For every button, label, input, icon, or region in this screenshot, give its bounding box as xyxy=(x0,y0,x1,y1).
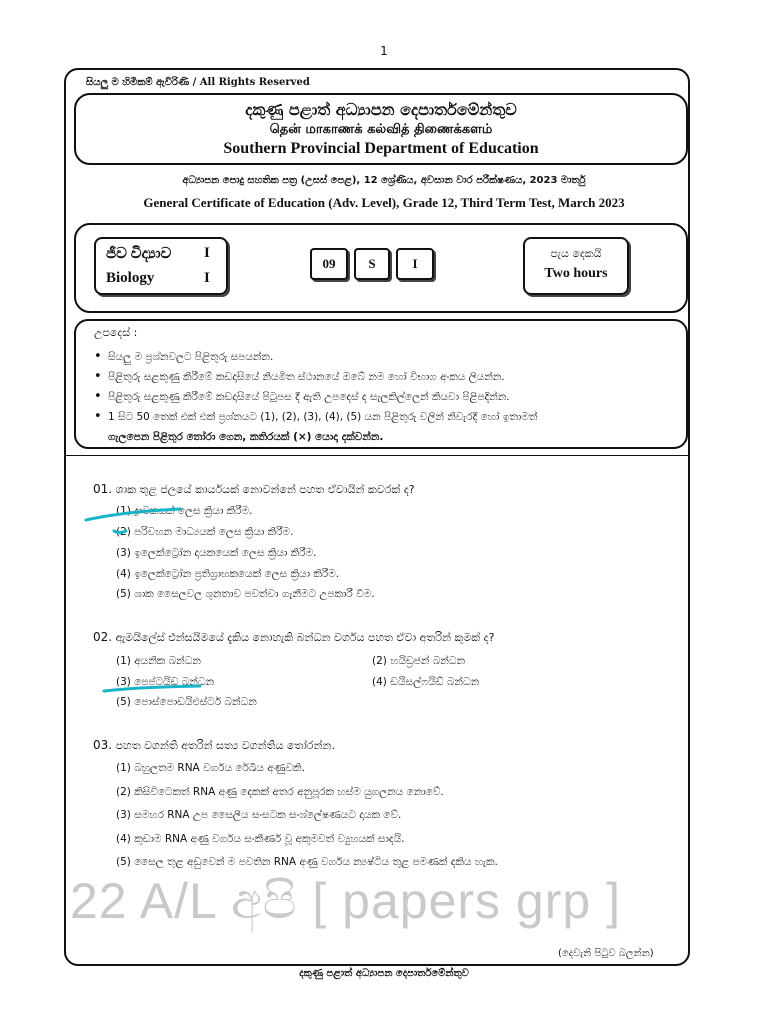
department-name-english: Southern Provincial Department of Education xyxy=(223,140,539,157)
footer-department: දකුණු පළාත් අධ්‍යාපන දෙපාර්තමේන්තුව xyxy=(299,968,469,979)
subject-name-english: Biology xyxy=(106,270,155,286)
question-text: ශාක තුළ ජලයේ කාර්යයක් නොවන්නේ පහත ඒවායින් කවරක් ද? xyxy=(115,483,415,496)
exam-title-sinhala: අධ්‍යාපන පොදු සහතික පත්‍ර (උසස් පෙළ), 12 ශ්‍රේණිය, අවසාන වාර පරීක්ෂණය, 2023 මාර්තු xyxy=(182,175,586,186)
page-number: 1 xyxy=(380,44,388,58)
option-1: (1) බහුලතම RNA වර්ගය රේඛීය අණුවකි. xyxy=(116,762,305,774)
option-2: (2) පරිවහන මාධ්‍යයක් ලෙස ක්‍රියා කිරීම. xyxy=(116,526,294,538)
option-2: (2) හයිඩ්‍රජන් බන්ධන xyxy=(372,655,466,667)
subject-part: I xyxy=(204,270,210,286)
option-3: (3) සමහර RNA උප සෛලීය සංසටක සංශ්ලේෂණයට දායක වේ. xyxy=(116,809,402,821)
instructions-title: උපදෙස් : xyxy=(94,326,138,339)
department-name-sinhala: දකුණු පළාත් අධ්‍යාපන දෙපාර්තමේන්තුව xyxy=(245,100,517,119)
option-5: (5) සෛල තුළ අඩුවෙන් ම පවතින RNA අණු වර්ගය න්‍යෂ්ටිය තුළ පමණක් දකිය හැක. xyxy=(116,856,498,868)
instruction-item: • පිළිතුරු සළකුණු කිරීමේ කඩදාසියේ නියමිත ස්ථානයේ ඔබේ නම හෝ විභාග අංකය ලියන්න. xyxy=(94,367,674,387)
turn-over-note: (දෙවැනි පිටුව බලන්න) xyxy=(558,948,654,959)
instruction-item-continuation: ගැලපෙන පිළිතුර තෝරා ගෙන, කතිරයක් (×) යොදා දක්වන්න. xyxy=(108,431,384,443)
paper-code-box: I xyxy=(396,248,434,280)
instruction-item: • සියලු ම ප්‍රශ්නවලට පිළිතුරු සපයන්න. xyxy=(94,347,674,367)
option-2: (2) කිසිවිටෙකත් RNA අණු දෙකක් අතර අනුපූරක හස්ම යුගලනය නොවේ. xyxy=(116,786,444,798)
option-3: (3) පෙප්ටයිඩ බන්ධන xyxy=(116,676,215,688)
highlight-stroke xyxy=(86,509,180,520)
watermark: 22 A/L අපි [ papers grp ] xyxy=(70,873,621,929)
option-4: (4) කුඩාම RNA අණු වර්ගය සංකීර්ණ වූ අකුමවත් ව්‍යුහයක් සාදයි. xyxy=(116,833,405,845)
rights-notice: සියලු ම හිමිකම් ඇවිරිණි / All Rights Reserved xyxy=(86,77,310,88)
option-5: (5) පොස්පොඩයිඑස්ටර් බන්ධන xyxy=(116,696,257,708)
option-3: (3) ඉලෙක්ට්‍රෝන දායකයෙක් ලෙස ක්‍රියා කිරීම. xyxy=(116,547,317,559)
option-1: (1) ද්‍රාවකයක් ලෙස ක්‍රියා කිරීම. xyxy=(116,505,253,517)
subject-part: I xyxy=(204,245,210,261)
option-4: (4) ඩයිසල්ෆයිඩ් බන්ධන xyxy=(372,676,480,688)
paper-code-box: 09 xyxy=(310,248,348,280)
duration-sinhala: පැය දෙකයි xyxy=(550,247,602,260)
duration-english: Two hours xyxy=(544,266,608,281)
option-4: (4) ඉලෙක්ට්‍රෝන ප්‍රතිග්‍රාහකයෙක් ලෙස ක්‍රියා කිරීම. xyxy=(116,568,340,580)
department-name-tamil: தென் மாகாணக் கல்வித் திணைக்களம் xyxy=(269,122,493,137)
highlight-stroke xyxy=(114,531,126,533)
exam-title-english: General Certificate of Education (Adv. Level), Grade 12, Third Term Test, March 2023 xyxy=(143,195,625,210)
option-1: (1) අයනික බන්ධන xyxy=(116,655,201,667)
instruction-item: • පිළිතුරු සළකුණු කිරීමේ කඩදාසියේ පිටුපස දී ඇති උපදෙස් ද සැලකිල්ලෙන් කියවා පිළිපදින්න. xyxy=(94,387,674,407)
option-5: (5) ශාක සෛලවල ශුනතාව පවත්වා ගැනීමට උපකාරී වීම. xyxy=(116,588,375,600)
question-number: 01. xyxy=(93,482,113,496)
question-number: 03. xyxy=(93,738,113,752)
question-text: පහත වගන්ති අතරින් සත්‍ය වගන්තිය තෝරන්න. xyxy=(115,739,335,752)
subject-name-sinhala: ජීව විද්‍යාව xyxy=(106,246,172,262)
instruction-item: • 1 සිට 50 තෙක් එක් එක් ප්‍රශ්නයට (1), (2), (3), (4), (5) යන පිළිතුරු වලින් නිවැරදි හෝ ඉතාමත් ගැලපෙන පිළිතුර තෝරා ගෙන, කතිරයක් (×) යොදා දක්වන්න. xyxy=(94,407,674,447)
highlight-stroke xyxy=(104,686,200,691)
question-text: ඇමයිලේස් එන්සයිමයේ දැකිය නොහැකි බන්ධන වර්ගය පහත ඒවා අතරින් කුමක් ද? xyxy=(115,631,495,644)
paper-code-box: S xyxy=(354,248,390,280)
question-number: 02. xyxy=(93,630,113,644)
